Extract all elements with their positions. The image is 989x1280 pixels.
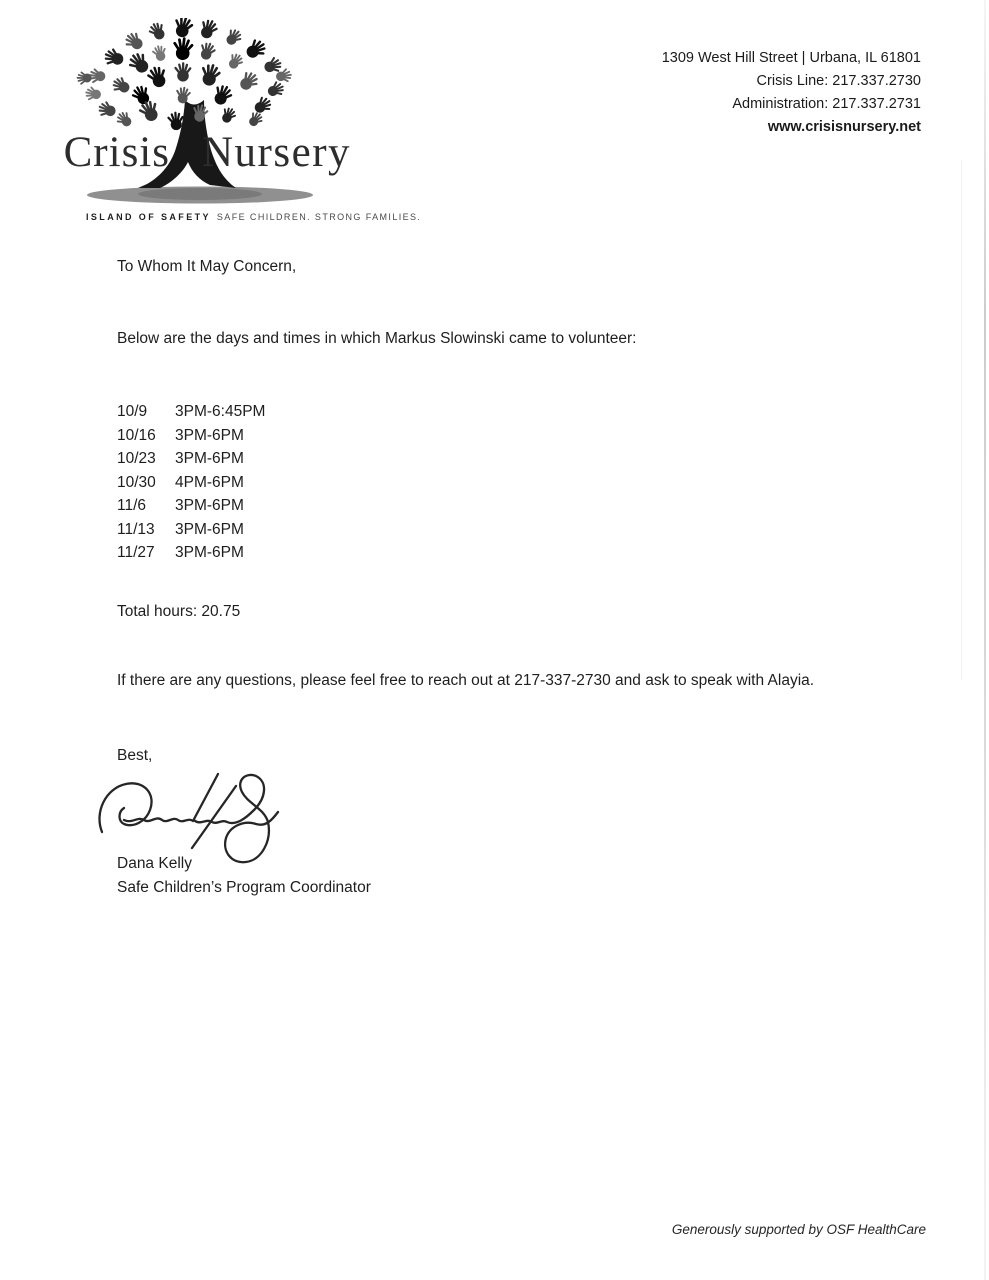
logo-tagline-rest: SAFE CHILDREN. STRONG FAMILIES. [216, 212, 422, 222]
signer-name: Dana Kelly [117, 855, 192, 872]
logo-text-crisis: Crisis [63, 129, 170, 176]
schedule-row [117, 471, 265, 495]
address-line: 1309 West Hill Street | Urbana, IL 61801 [661, 50, 921, 66]
schedule-date: 10/9 [117, 403, 148, 420]
contact-paragraph: If there are any questions, please feel free to reach out at 217-337-2730 and ask to speak with Alayia. [117, 672, 815, 689]
signer-title: Safe Children’s Program Coordinator [117, 879, 371, 896]
schedule-date: 11/13 [117, 520, 155, 538]
schedule-time: 4PM-6PM [175, 473, 244, 491]
schedule-row [117, 424, 265, 448]
schedule-date: 11/6 [117, 497, 147, 514]
handprint-tree-icon [50, 18, 385, 210]
website-text: www.crisisnursery.net [767, 119, 921, 135]
scan-artifact-line [984, 0, 986, 1280]
footer-credit: Generously supported by OSF HealthCare [671, 1222, 926, 1237]
scan-artifact-line-faint [961, 160, 962, 680]
contact-block [662, 47, 921, 139]
salutation: To Whom It May Concern, [117, 258, 297, 275]
schedule-time: 3PM-6PM [175, 450, 244, 467]
schedule-date: 10/30 [117, 473, 156, 491]
logo-tagline-bold: ISLAND OF SAFETY [86, 212, 211, 222]
schedule-row [117, 400, 265, 424]
total-hours: Total hours: 20.75 [117, 603, 241, 620]
volunteer-schedule [117, 400, 265, 565]
schedule-time: 3PM-6PM [175, 497, 244, 514]
crisis-nursery-logo [50, 18, 422, 222]
logo-text-nursery: Nursery [202, 129, 352, 176]
schedule-time: 3PM-6PM [175, 544, 244, 561]
schedule-date: 10/16 [117, 426, 156, 444]
schedule-time: 3PM-6:45PM [175, 403, 266, 420]
schedule-date: 10/23 [117, 450, 156, 467]
schedule-row [117, 518, 265, 542]
logo-tagline [86, 212, 422, 222]
schedule-row [117, 447, 265, 471]
schedule-time: 3PM-6PM [175, 520, 244, 538]
schedule-row [117, 541, 265, 565]
schedule-date: 11/27 [117, 544, 155, 561]
administration-line: Administration: 217.337.2731 [732, 96, 921, 112]
intro-paragraph: Below are the days and times in which Markus Slowinski came to volunteer: [117, 330, 637, 347]
schedule-time: 3PM-6PM [175, 426, 244, 444]
closing: Best, [117, 747, 153, 764]
crisis-line: Crisis Line: 217.337.2730 [756, 73, 921, 89]
schedule-row [117, 494, 265, 518]
